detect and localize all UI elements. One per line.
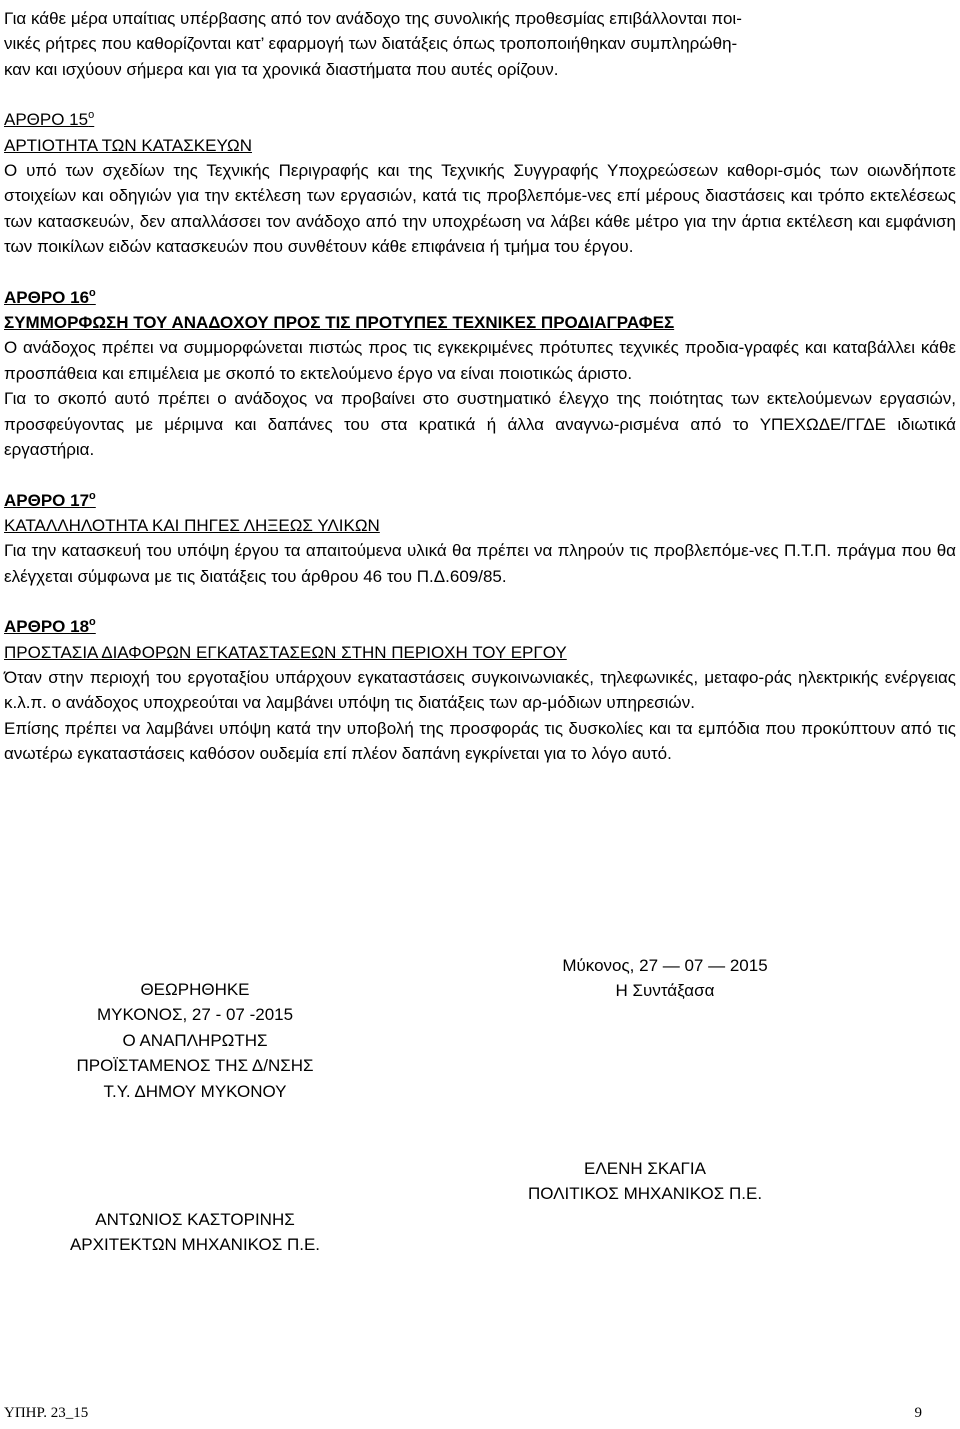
intro-line: καν και ισχύουν σήμερα και για τα χρονικά διαστήματα που αυτές ορίζουν. [4,59,559,79]
intro-line: Για κάθε μέρα υπαίτιας υπέρβασης από τον ανάδοχο της συνολικής προθεσμίας επιβάλλονται ποι- [4,9,742,28]
approved-line: ΜΥΚΟΝΟΣ, 27 - 07 -2015 [96,1005,294,1025]
approver-title: ΑΡΧΙΤΕΚΤΩΝ ΜΗΧΑΝΙΚΟΣ Π.Ε. [69,1235,321,1255]
article-heading: ΑΡΘΡΟ $16^o$ [4,286,96,307]
article-title: ΣΥΜΜΟΡΦΩΣΗ ΤΟΥ ΑΝΑΔΟΧΟΥ ΠΡΟΣ ΤΙΣ ΠΡΟΤΥΠΕΣ ΤΕΧΝΙΚΕΣ ΠΡΟΔΙΑΓΡΑΦΕΣ [4,313,675,333]
article-paragraph: Επίσης πρέπει να λαμβάνει υπόψη κατά την υποβολή της προσφοράς τις δυσκολίες και τα εμπόδια που προκύπτουν από τις ανωτέρω εγκαταστάσεις καθόσον ουδεμία επί πλέον δαπάνη εγκρίνεται για το λόγο αυτό. [4,718,956,764]
article-15 [4,107,956,259]
article-paragraph: Όταν στην περιοχή του εργοταξίου υπάρχουν εγκαταστάσεις συγκοινωνιακές, τηλεφωνικές, μεταφο-ράς ηλεκτρικής ενέργειας κ.λ.π. ο ανάδοχος υποχρεούται να λαμβάνει υπόψη τις διατάξεις των αρ-μόδιων υπηρεσιών. [4,667,956,713]
drafted-role: Η Συντάξασα [615,981,715,1001]
author-title: ΠΟΛΙΤΙΚΟΣ ΜΗΧΑΝΙΚΟΣ Π.Ε. [527,1184,763,1204]
article-heading: ΑΡΘΡΟ $15^o$ [4,109,95,130]
author-name: ΕΛΕΝΗ ΣΚΑΓΙΑ [584,1159,706,1178]
article-title: ΑΡΤΙΟΤΗΤΑ ΤΩΝ ΚΑΤΑΣΚΕΥΩΝ [4,135,252,155]
article-title: ΚΑΤΑΛΛΗΛΟΤΗΤΑ ΚΑΙ ΠΗΓΕΣ ΛΗΞΕΩΣ ΥΛΙΚΩΝ [4,515,380,535]
article-heading: ΑΡΘΡΟ $18^o$ [4,616,96,637]
approved-line: Τ.Υ. ΔΗΜΟΥ ΜΥΚΟΝΟΥ [103,1081,287,1101]
article-paragraph: Ο υπό των σχεδίων της Τεχνικής Περιγραφής και της Τεχνικής Συγγραφής Υποχρεώσεων καθορι-σμός των οιωνδήποτε στοιχείων και οδηγιών για την εκτέλεση των εργασιών, κατά τις προβλεπόμε-νες επί μέρους διαστάσεις και τρόπο εκτελέσεως των κατασκευών, δεν απαλλάσσει τον ανάδοχο από την υποχρέωση να λάβει κάθε μέτρο για την άρτια εκτέλεση και εμφάνιση των ποικίλων ειδών κατασκευών που συνθέτουν κάθε επιφάνεια ή τμήμα του έργου. [4,161,956,257]
article-paragraph: Για την κατασκευή του υπόψη έργου τα απαιτούμενα υλικά θα πρέπει να πληρούν τις προβλεπόμε-νες Π.Τ.Π. πράγμα που θα ελέγχεται σύμφωνα με τις διατάξεις του άρθρου 46 του Π.Δ.609/85. [4,541,956,586]
page-number: 9 [914,1405,922,1421]
article-title: ΠΡΟΣΤΑΣΙΑ ΔΙΑΦΟΡΩΝ ΕΓΚΑΤΑΣΤΑΣΕΩΝ ΣΤΗΝ ΠΕΡΙΟΧΗ ΤΟΥ ΕΡΓΟΥ [4,642,567,662]
article-16 [4,285,956,463]
approved-line: Ο ΑΝΑΠΛΗΡΩΤΗΣ [122,1030,268,1050]
intro-paragraph [4,6,956,82]
document-code: ΥΠΗΡ. 23_15 [4,1405,89,1421]
author-signature [460,1156,830,1207]
drafted-place-date: Μύκονος, 27 — 07 — 2015 [562,956,768,975]
article-paragraph: Για το σκοπό αυτό πρέπει ο ανάδοχος να προβαίνει στο συστηματικό έλεγχο της ποιότητας των εκτελούμενων εργασιών, προσφεύγοντας με μέριμνα και δαπάνες του στα κρατικά ή άλλα αναγνω-ρισμένα από το ΥΠΕΧΩΔΕ/ΓΓΔΕ ιδιωτικά εργαστήρια. [4,389,956,460]
article-17 [4,488,956,590]
article-heading: ΑΡΘΡΟ $17^o$ [4,489,96,510]
article-paragraph: Ο ανάδοχος πρέπει να συμμορφώνεται πιστώς προς τις εγκεκριμένες πρότυπες τεχνικές προδια-γραφές και καταβάλλει κάθε προσπάθεια και επιμέλεια με σκοπό το εκτελούμενο έργο να είναι ποιοτικώς άριστο. [4,338,956,383]
drafted-block [480,953,850,1004]
article-18 [4,614,956,766]
approver-name: ΑΝΤΩΝΙΟΣ ΚΑΣΤΟΡΙΝΗΣ [95,1210,295,1229]
approved-line: ΘΕΩΡΗΘΗΚΕ [140,980,250,999]
approved-block [20,977,370,1104]
document-body [4,6,956,767]
approved-line: ΠΡΟΪΣΤΑΜΕΝΟΣ ΤΗΣ Δ/ΝΣΗΣ [76,1056,314,1076]
approver-signature [20,1207,370,1258]
intro-line: νικές ρήτρες που καθορίζονται κατ’ εφαρμογή των διατάξεις όπως τροποποιήθηκαν συμπληρώθη- [4,34,738,54]
